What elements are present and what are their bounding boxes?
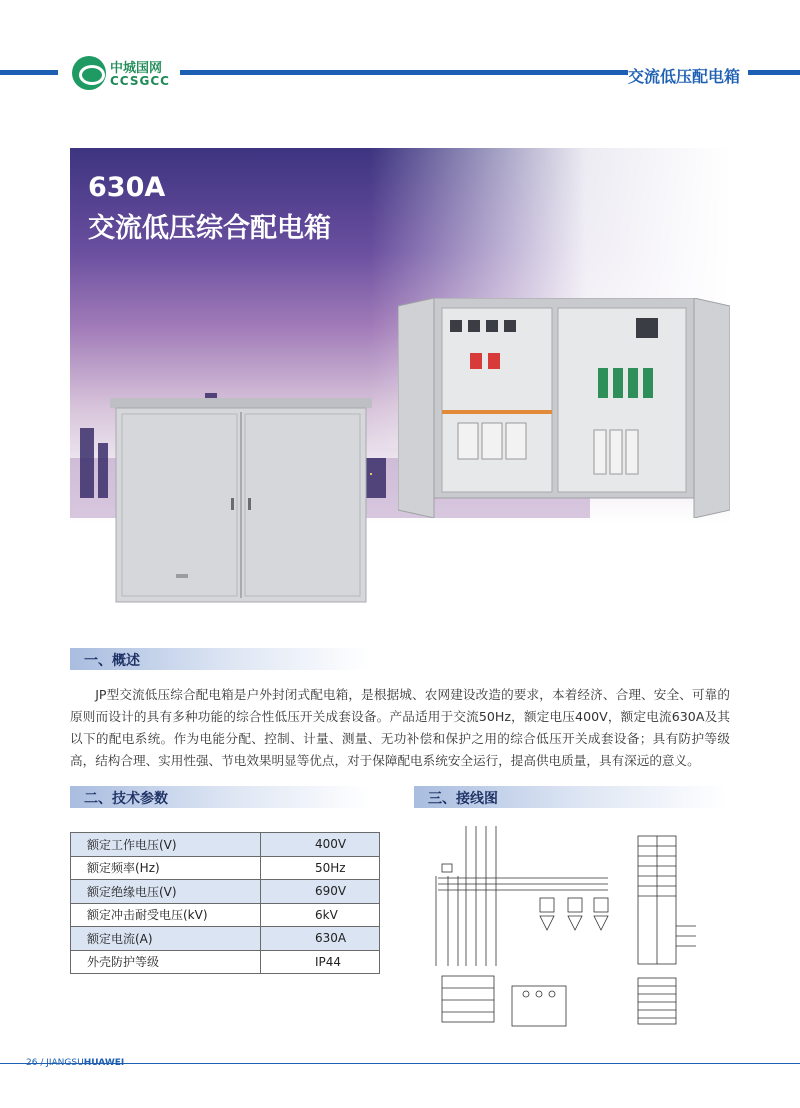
spec-value: IP44 xyxy=(261,950,380,974)
section-header-params xyxy=(70,786,370,808)
header-rule-left xyxy=(0,70,58,75)
hero-banner xyxy=(70,148,730,618)
spec-table xyxy=(70,832,380,974)
spec-name: 额定电流(A) xyxy=(71,927,261,951)
page-number: 26 / xyxy=(26,1058,47,1068)
spec-name: 额定绝缘电压(V) xyxy=(71,880,261,904)
spec-value: 50Hz xyxy=(261,856,380,880)
brand-logo xyxy=(72,56,182,92)
table-row xyxy=(71,856,380,880)
spec-value: 400V xyxy=(261,833,380,857)
logo-icon xyxy=(72,56,106,90)
table-row xyxy=(71,927,380,951)
header-rule-end xyxy=(748,70,800,75)
section-title-params: 二、技术参数 xyxy=(84,791,168,807)
header-rule-right xyxy=(180,70,628,75)
closed-cabinet-image xyxy=(110,398,372,604)
footer-brand-light: JIANGSU xyxy=(46,1058,84,1068)
footer-brand-bold: HUAWEI xyxy=(83,1058,125,1068)
section-title-wiring: 三、接线图 xyxy=(428,791,498,807)
table-row xyxy=(71,903,380,927)
hero-title-product: 交流低压综合配电箱 xyxy=(88,213,331,244)
table-row xyxy=(71,880,380,904)
spec-value: 630A xyxy=(261,927,380,951)
logo-english-text: CCSGCC xyxy=(110,74,170,88)
spec-value: 6kV xyxy=(261,903,380,927)
spec-name: 额定频率(Hz) xyxy=(71,856,261,880)
section-header-wiring xyxy=(414,786,726,808)
spec-name: 外壳防护等级 xyxy=(71,950,261,974)
footer-text xyxy=(26,1058,124,1068)
open-cabinet-image xyxy=(398,298,730,518)
logo-chinese-text: 中城国网 xyxy=(110,61,163,76)
table-row xyxy=(71,950,380,974)
overview-paragraph: JP型交流低压综合配电箱是户外封闭式配电箱，是根据城、农网建设改造的要求，本着经济、合理、安全、可靠的原则而设计的具有多种功能的综合性低压开关成套设备。产品适用于交流50Hz，额定电压400V，额定电流630A及其以下的配电系统。作为电能分配、控制、计量、测量、无功补偿和保护之用的综合低压开关成套设备；具有防护等级高，结构合理、实用性强、节电效果明显等优点，对于保障配电系统安全运行，提高供电质量，具有深远的意义。 xyxy=(70,687,730,768)
hero-title-rating: 630A xyxy=(88,172,166,203)
header-title: 交流低压配电箱 xyxy=(628,67,741,86)
section-title-overview: 一、概述 xyxy=(84,653,140,669)
wiring-diagram-image xyxy=(428,826,728,1038)
spec-value: 690V xyxy=(261,880,380,904)
table-row xyxy=(71,833,380,857)
spec-name: 额定工作电压(V) xyxy=(71,833,261,857)
spec-name: 额定冲击耐受电压(kV) xyxy=(71,903,261,927)
section-header-overview xyxy=(70,648,370,670)
